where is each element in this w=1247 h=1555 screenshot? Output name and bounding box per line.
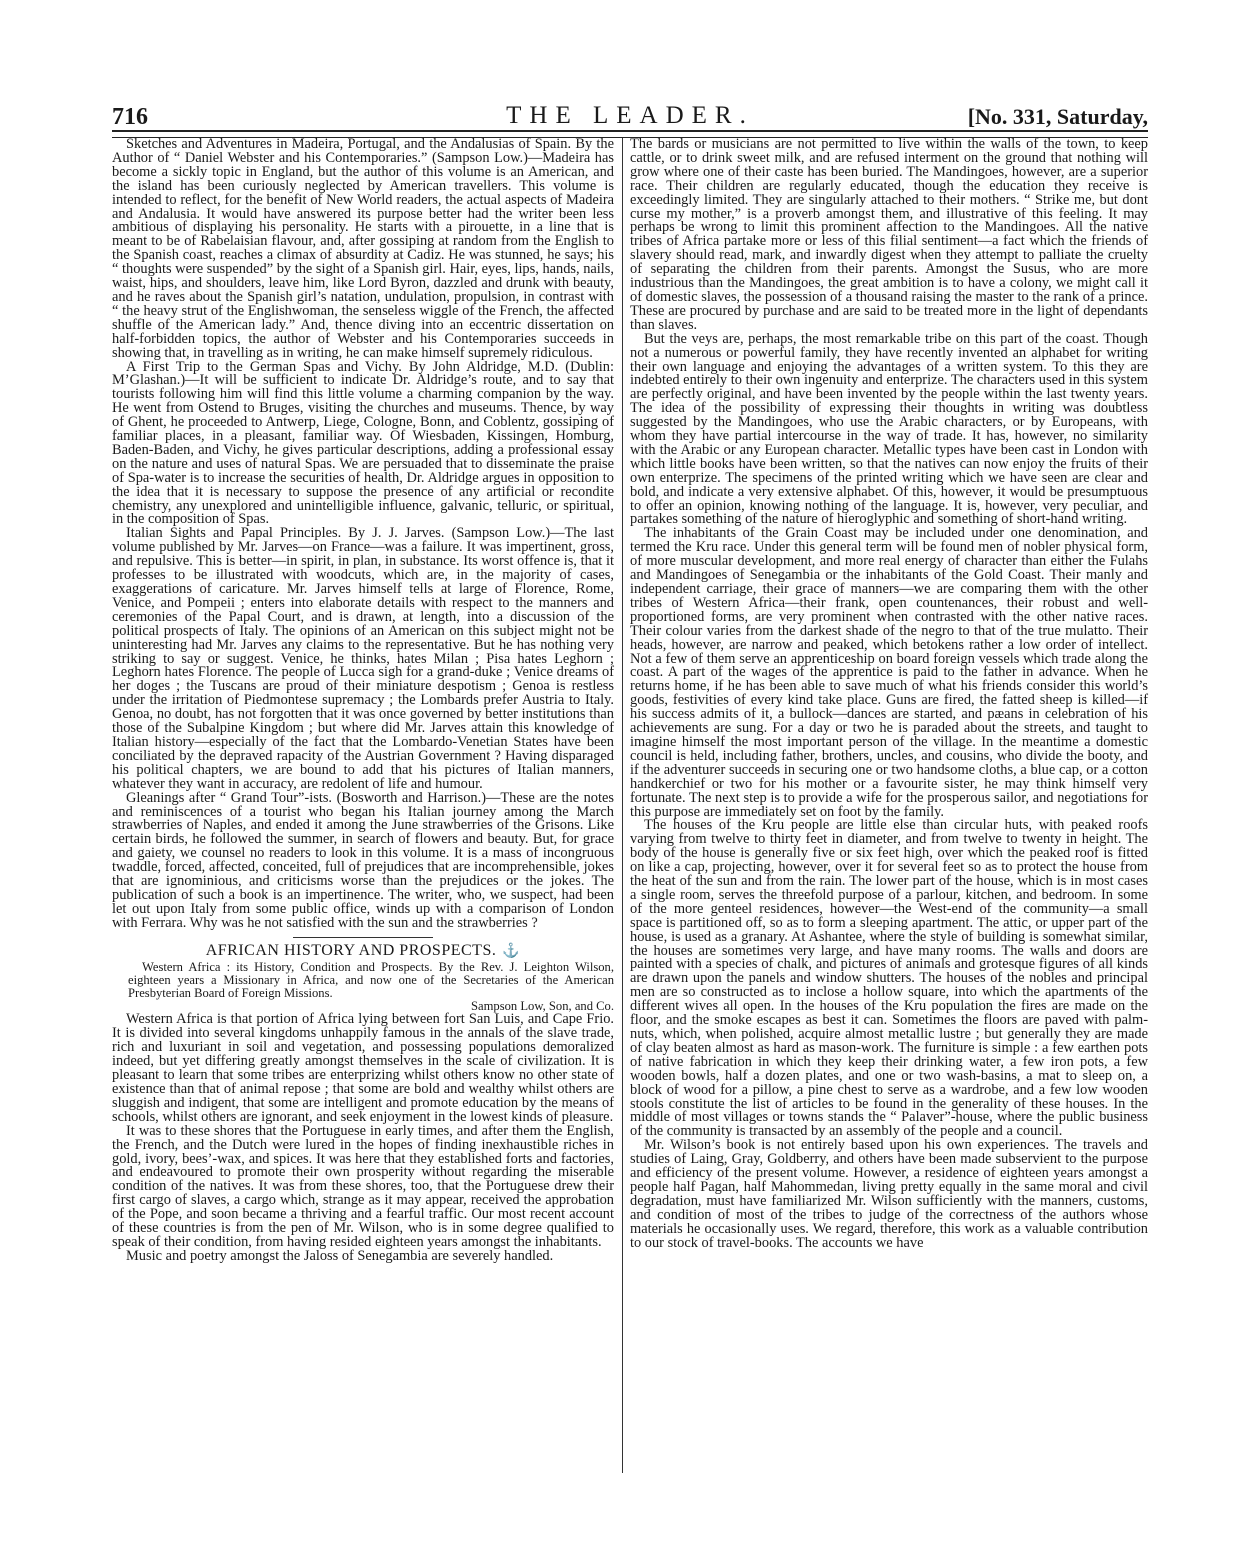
article-paragraph: It was to these shores that the Portuguese in early times, and after them the English, the French, and the Dutch were lured in the hopes of finding inexhaustible riches in gold, ivory, bees’-wax, and spices. It was here that they established forts and factories, and endeavoured to promote their own prosperity without regarding the miserable condition of the natives. It was from these shores, too, that the Portuguese drew their first cargo of slaves, a cargo which, strange as it may appear, received the approbation of the Pope, and soon became a thriving and a fearful traffic. Our most recent account of these countries is from the pen of Mr. Wilson, who is in some degree qualified to speak of their condition, from having resided eighteen years amongst the inhabitants. (112, 1122, 614, 1250)
issue-info: [No. 331, Saturday, (967, 104, 1148, 129)
section-heading-wrap (112, 941, 614, 959)
page-number: 716 (112, 104, 148, 130)
article-paragraph: Western Africa is that portion of Africa lying between fort San Luis, and Cape Frio. It is divided into several kingdoms unhappily famous in the annals of the slave trade, rich and luxuriant in soil and vegetation, and possessing populations demoralized indeed, but yet differing greatly amongst themselves in the scale of civilization. It is pleasant to learn that some tribes are enterprizing whilst others know no other state of existence than that of animal repose ; that some are bold and wealthy whilst others are sluggish and indigent, that some are intelligent and promote education by the means of schools, whilst others are ignorant, and seek enjoyment in the lowest kinds of pleasure. (112, 1011, 614, 1125)
newspaper-title: THE LEADER. (506, 102, 754, 129)
section-divider (293, 937, 433, 938)
publisher-line: Sampson Low, Son, and Co. (471, 998, 614, 1013)
article-paragraph: The inhabitants of the Grain Coast may be included under one denomination, and termed the Kru race. Under this general term will be found men of nobler physical form, of more muscular development, and more real energy of character than either the Fulahs and Mandingoes of Senegambia or the inhabitants of the Gold Coast. Their manly and independent carriage, their grace of manners—we are comparing them with the other tribes of Western Africa—their frank, open countenances, their robust and well-proportioned forms, are very prominent when contrasted with the other native races. Their colour varies from the darkest shade of the negro to that of the true mulatto. Their heads, however, are narrow and peaked, which betokens rather a low order of intellect. Not a few of them serve an apprenticeship on board foreign vessels which trade along the coast. A part of the wages of the apprentice is paid to the father in advance. When he returns home, if he has been able to save much of what his friends consider this world’s goods, festivities of every kind take place. Guns are fired, the fatted sheep is killed—if his success admits of it, a bullock—dances are started, and pæans in celebration of his achievements are sung. For a day or two he is paraded about the streets, and taught to imagine himself the most important person of the village. In the meantime a domestic council is held, including father, brothers, uncles, and cousins, who divide the booty, and if the adventurer succeeds in securing one or two handsome cloths, a blue cap, or a cotton handkerchief or two for his mother or a favourite sister, he may think himself very fortunate. The next step is to provide a wife for the prosperous sailor, and negotiations for this purpose are immediately set on foot by the family. (630, 525, 1148, 820)
review-sketches-madeira: Sketches and Adventures in Madeira, Portugal, and the Andalusias of Spain. By the Author of “ Daniel Webster and his Contemporaries.” (Sampson Low.)—Madeira has become a sickly topic in England, but the author of this volume is an American, and the island has been curiously neglected by American travellers. This volume is intended to reflect, for the benefit of New World readers, the actual aspects of Madeira and Andalusia. It would have answered its purpose better had the writer been less ambitious of displaying his personality. He starts with a pirouette, in a line that is meant to be of Rabelaisian flavour, and, after gossiping at random from the English to the Spanish coast, reaches a climax of absurdity at Cadiz. He was stunned, he says; his “ thoughts were suspended” by the sight of a Spanish girl. Hair, eyes, lips, hands, nails, waist, hips, and shoulders, leave him, like Lord Byron, dazzled and drunk with beauty, and he raves about the Spanish girl’s natation, undulation, propulsion, in contrast with “ the heavy strut of the Englishwoman, the senseless wiggle of the French, the affected shuffle of the American lady.” And, thence diving into an eccentric dissertation on half-forbidden topics, the author of Webster and his Contemporaries succeeds in showing that, in travelling as in writing, he can make himself supremely ridiculous. (112, 136, 614, 361)
review-gleanings: Gleanings after “ Grand Tour”-ists. (Bosworth and Harrison.)—These are the notes and reminiscences of a tourist who began his Italian journey among the March strawberries of Naples, and ended it among the June strawberries of the Grisons. Like certain birds, he followed the summer, in search of flowers and beauty. But, for grace and gaiety, we counsel no readers to look in this volume. It is a mass of incongruous twaddle, forced, affected, conceited, full of prejudices that are incomprehensible, jokes that are ignominious, and criticisms worse than the prejudices or the jokes. The publication of such a book is an impertinence. The writer, who, we suspect, had been let out upon Italy from some public office, winds up with a comparison of London with Ferrara. Why was he not satisfied with the sun and the strawberries ? (112, 789, 614, 931)
article-paragraph: The bards or musicians are not permitted to live within the walls of the town, to keep cattle, or to drink sweet milk, and are refused interment on the ground that nothing will grow where one of their caste has been buried. The Mandingoes, however, are a superior race. Their children are regularly educated, though the education they receive is exceedingly limited. They are singularly attached to their mothers. “ Strike me, but dont curse my mother,” is a proverb amongst them, and illustrative of this feeling. It may perhaps be wrong to limit this prominent affection to the Mandingoes. All the native tribes of Africa partake more or less of this filial sentiment—a fact which the friends of slavery should read, mark, and inwardly digest when they attempt to palliate the cruelty of separating the children from their parents. Amongst the Susus, who are more industrious than the Mandingoes, the great ambition is to have a colony, we might call it of domestic slaves, the possession of a thousand raising the master to the rank of a prince. These are procured by purchase and are said to be treated more in the light of dependants than slaves. (630, 136, 1148, 333)
book-reference: Western Africa : its History, Condition and Prospects. By the Rev. J. Leighton Wilson, eighteen years a Missionary in Africa, and now one of the Secretaries of the American Presbyterian Board of Foreign Missions. (128, 959, 614, 1000)
article-paragraph: Mr. Wilson’s book is not entirely based upon his own experiences. The travels and studies of Laing, Gray, Goldberry, and others have been made subservient to the purpose and efficiency of the present volume. However, a residence of eighteen years amongst a people half Pagan, half Mahommedan, living pretty equally in the same moral and civil degradation, must have familiarized Mr. Wilson sufficiently with the manners, customs, and condition of most of the tribes to judge of the correctness of the authors whose materials he occasionally uses. We regard, therefore, this work as a valuable contribution to our stock of travel-books. The accounts we have (630, 1137, 1148, 1251)
right-column (630, 138, 1148, 1251)
article-paragraph: But the veys are, perhaps, the most remarkable tribe on this part of the coast. Though not a numerous or powerful family, they have recently invented an alphabet for writing their own language and enjoying the advantages of a written system. To this they are indebted entirely to their own ingenuity and enterprize. The characters used in this system are perfectly original, and have been invented by the people within the last twenty years. The idea of the possibility of expressing their thoughts in writing was doubtless suggested by the Mandingoes, who use the Arabic characters, or by Europeans, with whom they have partial intercourse in the way of trade. It has, however, no similarity with the Arabic or any European character. Metallic types have been cast in London with which little books have been written, so that the natives can now enjoy the fruits of their own enterprize. The specimens of the printed writing which we have seen are clear and bold, and indicate a very extensive alphabet. Of this, however, it would be presumptuous to offer an opinion, knowing nothing of the language. It is, however, very peculiar, and partakes something of the nature of hieroglyphic and something of short-hand writing. (630, 330, 1148, 528)
article-paragraph: Music and poetry amongst the Jaloss of Senegambia are severely handled. (126, 1247, 554, 1264)
section-heading: AFRICAN HISTORY AND PROSPECTS. (205, 941, 497, 959)
column-divider (622, 138, 623, 1473)
review-german-spas: A First Trip to the German Spas and Vichy. By John Aldridge, M.D. (Dublin: M’Glashan.)—It will be sufficient to indicate Dr. Aldridge’s route, and to say that tourists following him will find this little volume a charming companion by the way. He went from Ostend to Bruges, visiting the churches and museums. Thence, by way of Ghent, he proceeded to Antwerp, Liege, Cologne, Bonn, and Coblentz, gossiping of familiar places, in a pleasant, familiar way. Of Wiesbaden, Kissingen, Homburg, Baden-Baden, and Vichy, he gives particular descriptions, adding a professional essay on the nature and uses of natural Spas. We are persuaded that to disseminate the praise of Spa-water is to increase the securities of health, Dr. Aldridge argues in opposition to the idea that it is necessary to suppose the presence of any artificial or recondite chemistry, any unexplored and unintelligible influence, galvanic, telluric, or spiritual, in the composition of Spas. (112, 358, 614, 528)
article-paragraph: The houses of the Kru people are little else than circular huts, with peaked roofs varying from twelve to thirty feet in diameter, and from twelve to twenty in height. The body of the house is generally five or six feet high, over which the peaked roof is fitted on like a cap, projecting, however, over it for several feet so as to protect the house from the heat of the sun and from the rain. The lower part of the house, which is in most cases a single room, serves the threefold purpose of a parlour, kitchen, and bedroom. In some of the more genteel residences, however—the West-end of the community—a small space is partitioned off, so as to form a sleeping apartment. The attic, or upper part of the house, is used as a granary. At Ashantee, where the style of building is somewhat similar, the houses are sometimes very large, and have many rooms. The walls and doors are painted with a species of chalk, and pictures of animals and grotesque figures of all kinds are drawn upon the panels and window shutters. The houses of the nobles and principal men are so constructed as to inclose a hollow square, into which the apartments of the different wives all open. In the houses of the Kru population the fires are made on the floor, and the smoke escapes as best it can. Sometimes the floors are paved with palm-nuts, which, when polished, acquire almost metallic lustre ; but generally they are made of clay beaten almost as hard as mason-work. The furniture is simple : a few earthen pots of native fabrication in which they keep their drinking water, a few iron pots, a few wooden bowls, half a dozen plates, and one or two wash-basins, a mat to sleep on, a block of wood for a pillow, a pine chest to serve as a wardrobe, and a few low wooden stools constitute the list of articles to be found in the generality of these houses. In the middle of most villages or towns stands the “ Palaver”-house, where the public business of the community is transacted by an assembly of the people and a council. (630, 817, 1148, 1140)
left-column (112, 138, 614, 1264)
review-italian-sights: Italian Sights and Papal Principles. By J. J. Jarves. (Sampson Low.)—The last volume published by Mr. Jarves—on France—was a failure. It was impertinent, gross, and repulsive. This is better—in spirit, in plan, in substance. Its worst offence is, that it professes to be illustrated with woodcuts, which are, in the majority of cases, exaggerations of caricature. Mr. Jarves himself tells at large of Florence, Rome, Venice, and Pompeii ; enters into elaborate details with respect to the manners and ceremonies of the Papal Court, and is drawn, at length, into a discussion of the political prospects of Italy. The opinions of an American on this subject might not be uninteresting had Mr. Jarves any claims to the representative. But he has nothing very striking to say or suggest. Venice, he thinks, hates Milan ; Pisa hates Leghorn ; Leghorn hates Florence. The people of Lucca sigh for a grand-duke ; Venice dreams of her doges ; the Tuscans are proud of their miniature despotism ; Genoa is restless under the irritation of Piedmontese supremacy ; the Lombards prefer Austria to Italy. Genoa, no doubt, has not forgotten that it was once governed by better institutions than those of the Subalpine Kingdom ; but where did Mr. Jarves attain this knowledge of Italian history—especially of the fact that the Lombardo-Venetian States have been conciliated by the depraved rapacity of the Austrian Government ? Having disparaged his political chapters, we are bound to add that his pictures of Italian manners, whatever they want in accuracy, are redolent of life and humour. (112, 525, 614, 792)
anchor-icon: ⚓ (502, 943, 521, 959)
masthead (112, 98, 1148, 132)
